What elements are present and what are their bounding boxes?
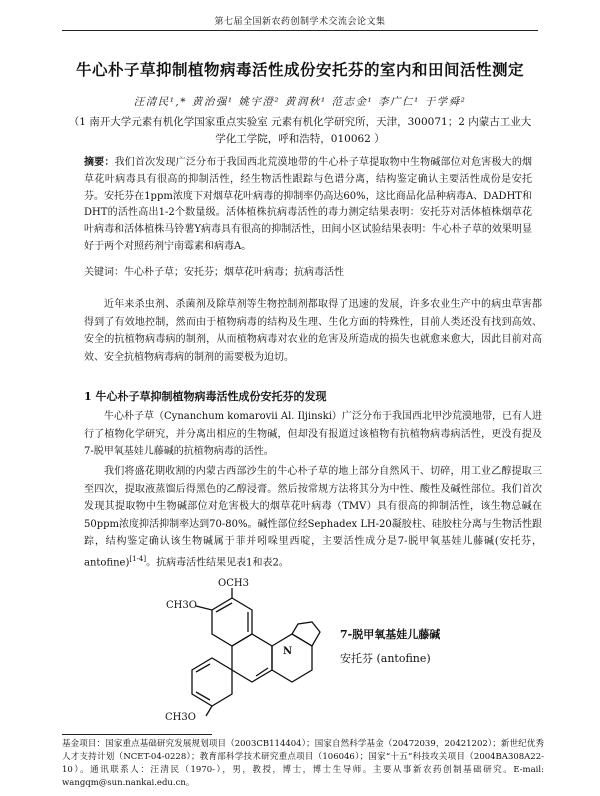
nitrogen-label: N <box>283 646 293 657</box>
ring-b <box>232 634 272 682</box>
section-paragraph-2 <box>84 463 542 572</box>
structure-caption-name: 7-脱甲氧基娃儿藤碱 <box>340 628 441 641</box>
affiliation: （1 南开大学元素有机化学国家重点实验室 元素有机化学研究所，天津，300071；2 内蒙古工业大学化工学院，呼和浩特，010062 ） <box>68 116 532 145</box>
footnote: 基金项目：国家重点基础研究发展规划项目（2003CB114404）；国家自然科学基金（20472039，20421202）；新世纪优秀人才支持计划（NCET-04-0228）；教育部科学技术研究重点项目（106046）；国家“十五”科技攻关项目（2004BA308A22-10）。通讯联系人：汪清民（1970-），男，教授，博士，博士生导师。主要从事新农药创制基础研究。E-mail: wangqm@sun.nankai.edu.cn。 <box>62 739 544 788</box>
abstract-text: 我们首次发现广泛分布于我国西北荒漠地带的牛心朴子草提取物中生物碱部位对危害极大的烟草花叶病毒具有很高的抑制活性，经生物活性跟踪与色谱分离，结构鉴定确认主要活性成份是安托芬。安托芬在1ppm浓度下对烟草花叶病毒的抑制率仍高达60%，这比商品化品种病毒A、DADHT和DHT的活性高出1-2个数量级。活体植株抗病毒活性的毒力测定结果表明：安托芬对活体植株烟草花叶病毒和活体植株马铃薯Y病毒具有很高的抑制活性，田间小区试验结果表明：牛心朴子草的效果明显好于两个对照药剂宁南霉素和病毒A。 <box>84 157 533 252</box>
intro-paragraph: 近年来杀虫剂、杀菌剂及除草剂等生物控制剂都取得了迅速的发展，许多农业生产中的病虫草害都得到了有效地控制，然而由于植物病毒的结构及生理、生化方面的特殊性，目前人类还没有找到高效、安全的抗植物病毒病的制剂，从而植物病毒对农业的危害及所造成的损失也就愈来愈大，因此目前对高效、安全抗植物病毒病的制剂的需要极为迫切。 <box>84 299 542 363</box>
paper-title: 牛心朴子草抑制植物病毒活性成份安托芬的室内和田间活性测定 <box>75 60 524 79</box>
keywords-text: 牛心朴子草；安托芬；烟草花叶病毒；抗病毒活性 <box>124 267 344 278</box>
abstract <box>84 155 532 256</box>
keywords-label: 关键词： <box>84 267 124 278</box>
citation-ref: [1-4] <box>129 554 147 563</box>
ring-c <box>192 658 232 706</box>
ring-a <box>212 598 252 646</box>
paragraph-2-end: 。抗病毒活性结果见表1和表2。 <box>146 557 289 569</box>
header-rule <box>62 30 538 31</box>
structure-caption-common: 安托芬 (antofine) <box>340 652 431 665</box>
keywords <box>84 265 532 281</box>
section-heading: 1 牛心朴子草抑制植物病毒活性成份安托芬的发现 <box>84 390 327 403</box>
running-head: 第七届全国新农药创制学术交流会论文集 <box>214 17 386 27</box>
paragraph-2-main: 我们将盛花期收割的内蒙古西部沙生的牛心朴子草的地上部分自然风干、切碎，用工业乙醇提取三至四次，提取液蒸馏后得黑色的乙醇浸膏。然后按常规方法将其分为中性、酸性及碱性部位。我们首次发现其提取物中生物碱部位对危害极大的烟草花叶病毒（TMV）具有很高的抑制活性，该生物总碱在50ppm浓度抑活抑制率达到70-80%。碱性部位经Sephadex LH-20凝胶柱、硅胶柱分离与生物活性跟踪，结构鉴定确认该生物碱属于菲并吲哚里西啶，主要活性成分是7-脱甲氧基娃儿藤碱(安托芬，antofine) <box>84 466 542 569</box>
methoxy-label-top: OCH3 <box>218 578 249 589</box>
methoxy-label-bottom: CH3O <box>165 712 196 723</box>
footnote-rule <box>62 734 212 735</box>
abstract-label: 摘要： <box>84 157 115 168</box>
ring-d <box>272 634 312 682</box>
methoxy-label-left: CH3O <box>166 600 197 611</box>
ring-e <box>292 622 320 646</box>
author-list: 汪清民¹,* 黄治强¹ 姚宇澄² 黄润秋¹ 范志金¹ 李广仁¹ 于学舜² <box>133 96 467 108</box>
section-paragraph-1: 牛心朴子草（Cynanchum komarovii Al. Iljinski）广泛分布于我国西北甲沙荒漠地带，已有人进行了植物化学研究，并分离出相应的生物碱，但却没有报道过该植物有抗植物病毒病活性，更没有提及7-脱甲氧基娃儿藤碱的抗植物病毒的活性。 <box>84 411 542 458</box>
